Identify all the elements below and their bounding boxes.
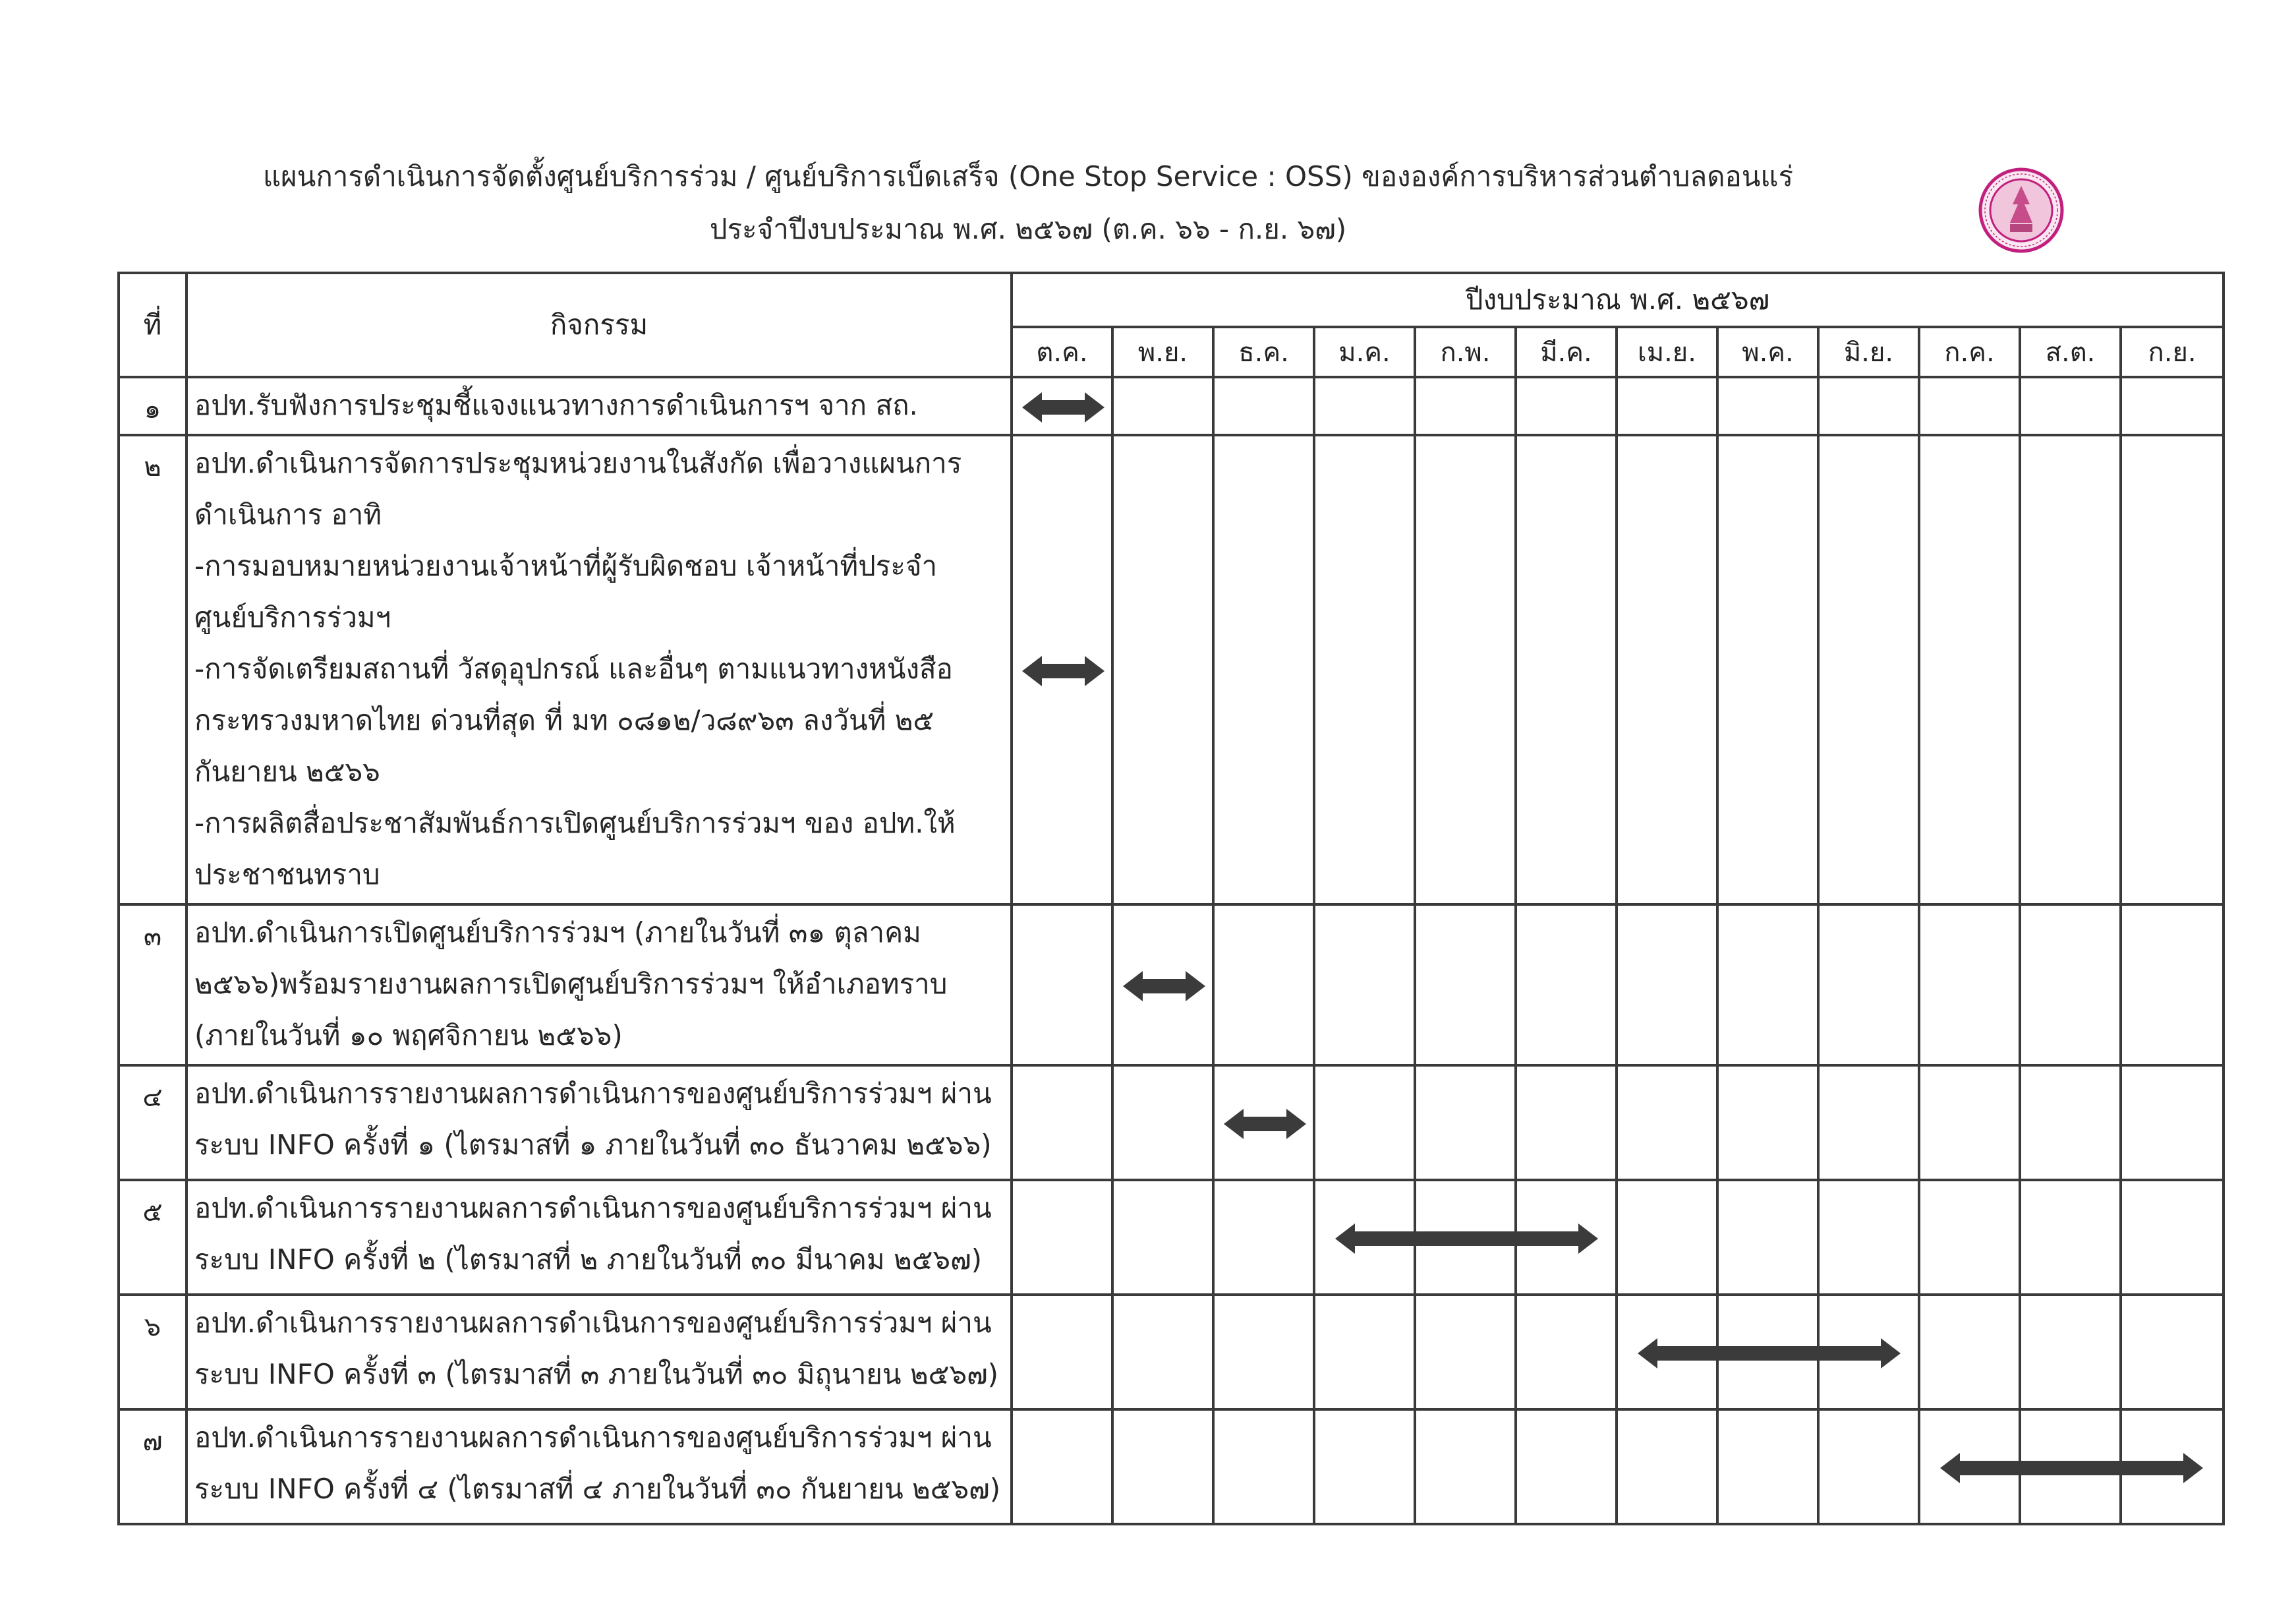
activity-line: อปท.ดำเนินการรายงานผลการดำเนินการของศูนย์บริการร่วมฯ ผ่าน [194,1077,992,1109]
row-number: ๔ [119,1065,187,1180]
month-cell [1112,904,1213,1065]
month-cell [2020,1295,2121,1409]
activity-line: (ภายในวันที่ ๑๐ พฤศจิกายน ๒๕๖๖) [194,1019,623,1051]
month-cell [1112,1409,1213,1524]
month-header: พ.ค. [1717,327,1818,377]
header-fiscal-year: ปีงบประมาณ พ.ศ. ๒๕๖๗ [1012,273,2224,327]
month-cell [1112,1180,1213,1295]
month-cell [1717,435,1818,904]
timeline-arrow [1022,391,1105,424]
table-row [119,904,2224,1065]
organization-seal-logo [1977,166,2065,254]
activity-cell [187,1065,1012,1180]
month-cell [1516,1409,1617,1524]
month-cell [2121,1180,2224,1295]
activity-line: -การผลิตสื่อประชาสัมพันธ์การเปิดศูนย์บริการร่วมฯ ของ อปท.ให้ [194,807,956,839]
month-cell [1516,435,1617,904]
month-cell [1314,904,1415,1065]
activity-line: อปท.ดำเนินการรายงานผลการดำเนินการของศูนย์บริการร่วมฯ ผ่าน [194,1307,992,1339]
month-cell [1012,377,1112,435]
month-cell [1516,1180,1617,1295]
month-header: พ.ย. [1112,327,1213,377]
month-cell [2020,904,2121,1065]
month-cell [1213,1065,1314,1180]
month-cell [1617,1295,1717,1409]
activity-line: ดำเนินการ อาทิ [194,498,382,531]
month-cell [2020,1409,2121,1524]
month-cell [1617,1180,1717,1295]
month-cell [1617,435,1717,904]
month-header: ธ.ค. [1213,327,1314,377]
activity-line: -การมอบหมายหน่วยงานเจ้าหน้าที่ผู้รับผิดชอบ เจ้าหน้าที่ประจำ [194,550,938,582]
month-header: ก.พ. [1415,327,1516,377]
month-cell [2121,1065,2224,1180]
month-cell [2121,1295,2224,1409]
month-cell [2121,1409,2224,1524]
activity-line: อปท.รับฟังการประชุมชี้แจงแนวทางการดำเนินการฯ จาก สถ. [194,389,918,421]
month-cell [1919,1409,2020,1524]
month-cell [1617,1409,1717,1524]
month-cell [1012,1065,1112,1180]
month-cell [1415,904,1516,1065]
month-cell [1818,1295,1919,1409]
activity-line: ศูนย์บริการร่วมฯ [194,601,391,633]
activity-cell [187,435,1012,904]
month-header: ต.ค. [1012,327,1112,377]
activity-line: ๒๕๖๖)พร้อมรายงานผลการเปิดศูนย์บริการร่วมฯ ให้อำเภอทราบ [194,968,948,1000]
header-no: ที่ [119,273,187,377]
row-number: ๖ [119,1295,187,1409]
row-number: ๒ [119,435,187,904]
row-number: ๗ [119,1409,187,1524]
month-cell [1213,435,1314,904]
month-cell [1213,1409,1314,1524]
month-cell [1213,1180,1314,1295]
activity-line: ระบบ INFO ครั้งที่ ๒ (ไตรมาสที่ ๒ ภายในวันที่ ๓๐ มีนาคม ๒๕๖๗) [194,1243,983,1276]
month-cell [2121,435,2224,904]
month-cell [1213,377,1314,435]
activity-line: อปท.ดำเนินการรายงานผลการดำเนินการของศูนย์บริการร่วมฯ ผ่าน [194,1421,992,1454]
month-cell [1415,1180,1516,1295]
table-row [119,1065,2224,1180]
month-cell [1717,377,1818,435]
month-cell [1112,435,1213,904]
month-header: มิ.ย. [1818,327,1919,377]
month-cell [1919,1180,2020,1295]
activity-line: -การจัดเตรียมสถานที่ วัสดุอุปกรณ์ และอื่นๆ ตามแนวทางหนังสือ [194,653,953,685]
month-cell [1314,377,1415,435]
month-header: มี.ค. [1516,327,1617,377]
month-cell [1818,1409,1919,1524]
month-header: ก.ย. [2121,327,2224,377]
table-row [119,1295,2224,1409]
month-cell [1617,904,1717,1065]
month-cell [1415,435,1516,904]
activity-line: อปท.ดำเนินการเปิดศูนย์บริการร่วมฯ (ภายในวันที่ ๓๑ ตุลาคม [194,916,921,949]
timeline-arrow [1123,970,1205,1003]
month-cell [1516,904,1617,1065]
month-cell [1818,377,1919,435]
month-cell [1516,377,1617,435]
month-cell [1818,1065,1919,1180]
month-cell [1012,1295,1112,1409]
row-number: ๓ [119,904,187,1065]
month-header: ม.ค. [1314,327,1415,377]
row-number: ๕ [119,1180,187,1295]
timeline-arrow [1022,655,1105,688]
month-cell [1415,1295,1516,1409]
activity-line: ประชาชนทราบ [194,858,380,891]
month-cell [1012,904,1112,1065]
activity-line: อปท.ดำเนินการจัดการประชุมหน่วยงานในสังกัด เพื่อวางแผนการ [194,447,962,479]
month-cell [2020,1180,2121,1295]
month-header: ก.ค. [1919,327,2020,377]
month-cell [1012,435,1112,904]
month-cell [2121,904,2224,1065]
month-cell [1314,435,1415,904]
month-header: ส.ต. [2020,327,2121,377]
month-cell [1314,1065,1415,1180]
month-cell [1012,1180,1112,1295]
month-cell [1717,1409,1818,1524]
month-cell [1617,377,1717,435]
title-line-1: แผนการดำเนินการจัดตั้งศูนย์บริการร่วม / ศูนย์บริการเบ็ดเสร็จ (One Stop Service : OSS) ขององค์การบริหารส่วนตำบลดอนแร่ [262,160,1794,192]
month-cell [1919,377,2020,435]
activity-cell [187,1295,1012,1409]
month-cell [2020,1065,2121,1180]
month-cell [1818,435,1919,904]
activity-line: ระบบ INFO ครั้งที่ ๑ (ไตรมาสที่ ๑ ภายในวันที่ ๓๐ ธันวาคม ๒๕๖๖) [194,1129,992,1161]
activity-line: อปท.ดำเนินการรายงานผลการดำเนินการของศูนย์บริการร่วมฯ ผ่าน [194,1192,992,1224]
month-cell [1012,1409,1112,1524]
month-cell [1415,377,1516,435]
activity-line: กระทรวงมหาดไทย ด่วนที่สุด ที่ มท ๐๘๑๒/ว๘๙๖๓ ลงวันที่ ๒๕ [194,704,934,736]
activity-line: ระบบ INFO ครั้งที่ ๔ (ไตรมาสที่ ๔ ภายในวันที่ ๓๐ กันยายน ๒๕๖๗) [194,1473,1001,1505]
activity-cell [187,1180,1012,1295]
document-title [105,156,1951,250]
activity-line: ระบบ INFO ครั้งที่ ๓ (ไตรมาสที่ ๓ ภายในวันที่ ๓๐ มิถุนายน ๒๕๖๗) [194,1358,999,1390]
month-cell [1919,435,2020,904]
month-cell [1112,1065,1213,1180]
month-cell [1314,1295,1415,1409]
month-header: เม.ย. [1617,327,1717,377]
month-cell [1415,1065,1516,1180]
month-cell [1717,1295,1818,1409]
month-cell [1717,1180,1818,1295]
activity-cell [187,1409,1012,1524]
month-cell [1314,1180,1415,1295]
table-row [119,377,2224,435]
activity-cell [187,377,1012,435]
row-number: ๑ [119,377,187,435]
timeline-arrow [1224,1107,1306,1140]
month-cell [1717,1065,1818,1180]
month-cell [1717,904,1818,1065]
month-cell [2020,435,2121,904]
month-cell [1112,377,1213,435]
table-row [119,1409,2224,1524]
month-cell [1818,904,1919,1065]
activity-cell [187,904,1012,1065]
table-row [119,435,2224,904]
month-cell [1516,1065,1617,1180]
month-cell [1213,1295,1314,1409]
month-cell [1516,1295,1617,1409]
month-cell [1617,1065,1717,1180]
month-cell [1919,1065,2020,1180]
table-row [119,1180,2224,1295]
month-cell [1112,1295,1213,1409]
activity-line: กันยายน ๒๕๖๖ [194,755,380,788]
month-cell [1415,1409,1516,1524]
month-cell [1314,1409,1415,1524]
header-activity: กิจกรรม [187,273,1012,377]
month-cell [1919,904,2020,1065]
month-cell [2020,377,2121,435]
month-cell [1213,904,1314,1065]
month-cell [1818,1180,1919,1295]
month-cell [1919,1295,2020,1409]
plan-table [117,272,2225,1525]
month-cell [2121,377,2224,435]
title-line-2: ประจำปีงบประมาณ พ.ศ. ๒๕๖๗ (ต.ค. ๖๖ - ก.ย. ๖๗) [709,213,1347,245]
